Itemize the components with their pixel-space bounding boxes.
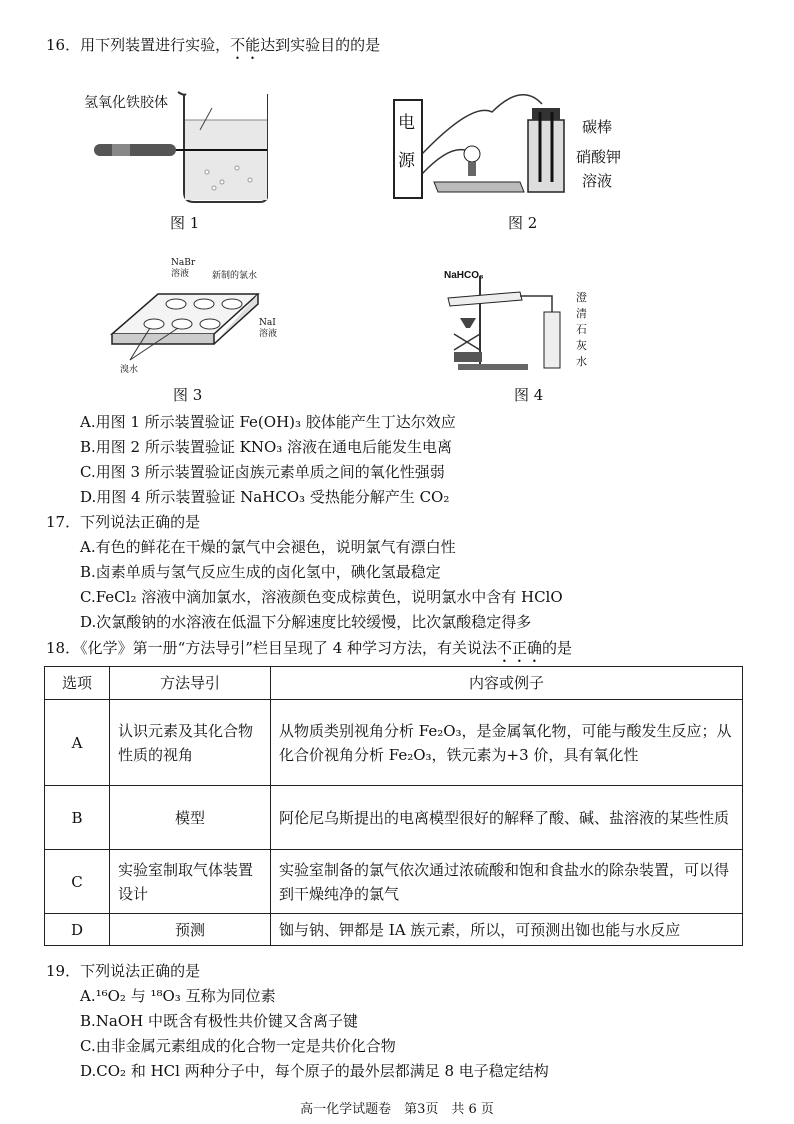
- fig1-caption: 图 1: [170, 214, 200, 232]
- fig2-sol-1: 硝酸钾: [576, 148, 622, 166]
- row-method: 实验室制取气体装置设计: [110, 850, 271, 914]
- q17-option-c: C.FeCl₂ 溶液中滴加氯水，溶液颜色变成棕黄色，说明氯水中含有 HClO: [80, 588, 563, 606]
- figure-2-electrolysis: [392, 82, 572, 202]
- q19-option-b: B.NaOH 中既含有极性共价键又含离子键: [80, 1012, 359, 1030]
- page-footer: 高一化学试题卷 第3页 共 6 页: [300, 1102, 494, 1117]
- method-table: [44, 666, 743, 946]
- fig4-nahco3-label: NaHCO₃: [444, 270, 484, 281]
- emphasis-not: 不能: [230, 36, 261, 54]
- row-content: 实验室制备的氯气依次通过浓硫酸和饱和食盐水的除杂装置，可以得到干燥纯净的氯气: [271, 850, 743, 914]
- figure-4-heating: [440, 268, 570, 372]
- q16-option-c: C.用图 3 所示装置验证卤族元素单质之间的氧化性强弱: [80, 463, 445, 481]
- fig2-rod: 碳棒: [582, 118, 613, 136]
- q17-option-d: D.次氯酸钠的水溶液在低温下分解速度比较缓慢，比次氯酸稳定得多: [80, 613, 532, 631]
- fig4-limewater-label: 澄 清 石 灰 水: [576, 291, 587, 368]
- table-row: [45, 700, 743, 786]
- header-option: 选项: [45, 667, 110, 700]
- emphasis-incorrect: 不正确: [497, 639, 543, 657]
- row-method: 认识元素及其化合物性质的视角: [110, 700, 271, 786]
- fig3-nabr-label: NaBr 溶液: [171, 258, 196, 279]
- fig3-chlorine-label: 新制的氯水: [212, 271, 258, 281]
- row-method: 预测: [110, 914, 271, 946]
- q16-option-d: D.用图 4 所示装置验证 NaHCO₃ 受热能分解产生 CO₂: [80, 488, 450, 506]
- row-content: 铷与钠、钾都是 IA 族元素，所以，可预测出铷也能与水反应: [271, 914, 743, 946]
- table-row: [45, 914, 743, 946]
- row-content: 从物质类别视角分析 Fe₂O₃，是金属氧化物，可能与酸发生反应；从化合价视角分析 Fe₂O₃，铁元素为+3 价，具有氧化性: [271, 700, 743, 786]
- q16-option-b: B.用图 2 所示装置验证 KNO₃ 溶液在通电后能发生电离: [80, 438, 453, 456]
- q17-option-a: A.有色的鲜花在干燥的氯气中会褪色，说明氯气有漂白性: [80, 538, 456, 556]
- fig2-sol-2: 溶液: [582, 172, 613, 190]
- q17-option-b: B.卤素单质与氢气反应生成的卤化氢中，碘化氢最稳定: [80, 563, 441, 581]
- fig2-caption: 图 2: [508, 214, 538, 232]
- q19-option-c: C.由非金属元素组成的化合物一定是共价化合物: [80, 1037, 396, 1055]
- q17-stem: 17．下列说法正确的是: [46, 513, 201, 531]
- figure-3-spot-plate: [110, 284, 260, 364]
- q19-stem: 19．下列说法正确的是: [46, 962, 201, 980]
- table-row: [45, 786, 743, 850]
- q16-option-a: A.用图 1 所示装置验证 Fe(OH)₃ 胶体能产生丁达尔效应: [80, 413, 456, 431]
- q19-option-a: A.¹⁶O₂ 与 ¹⁸O₃ 互称为同位素: [80, 987, 276, 1005]
- row-content: 阿伦尼乌斯提出的电离模型很好的解释了酸、碱、盐溶液的某些性质: [271, 786, 743, 850]
- q16-stem: 16．用下列装置进行实验，不能达到实验目的的是: [46, 36, 381, 54]
- row-method: 模型: [110, 786, 271, 850]
- fig2-power-2: 源: [398, 151, 415, 171]
- fig3-nai-label: NaI 溶液: [259, 318, 278, 339]
- fig2-power-1: 电: [398, 113, 415, 133]
- row-option: B: [45, 786, 110, 850]
- q18-stem: 18．《化学》第一册“方法导引”栏目呈现了 4 种学习方法，有关说法不正确的是: [46, 639, 573, 657]
- fig3-caption: 图 3: [173, 386, 203, 404]
- table-row: [45, 850, 743, 914]
- fig4-caption: 图 4: [514, 386, 544, 404]
- header-method: 方法导引: [110, 667, 271, 700]
- row-option: D: [45, 914, 110, 946]
- fig1-label: 氢氧化铁胶体: [84, 95, 168, 111]
- row-option: A: [45, 700, 110, 786]
- row-option: C: [45, 850, 110, 914]
- header-content: 内容或例子: [271, 667, 743, 700]
- q19-option-d: D.CO₂ 和 HCl 两种分子中，每个原子的最外层都满足 8 电子稳定结构: [80, 1062, 549, 1080]
- table-header-row: [45, 667, 743, 700]
- fig3-bromine-label: 溴水: [120, 365, 139, 375]
